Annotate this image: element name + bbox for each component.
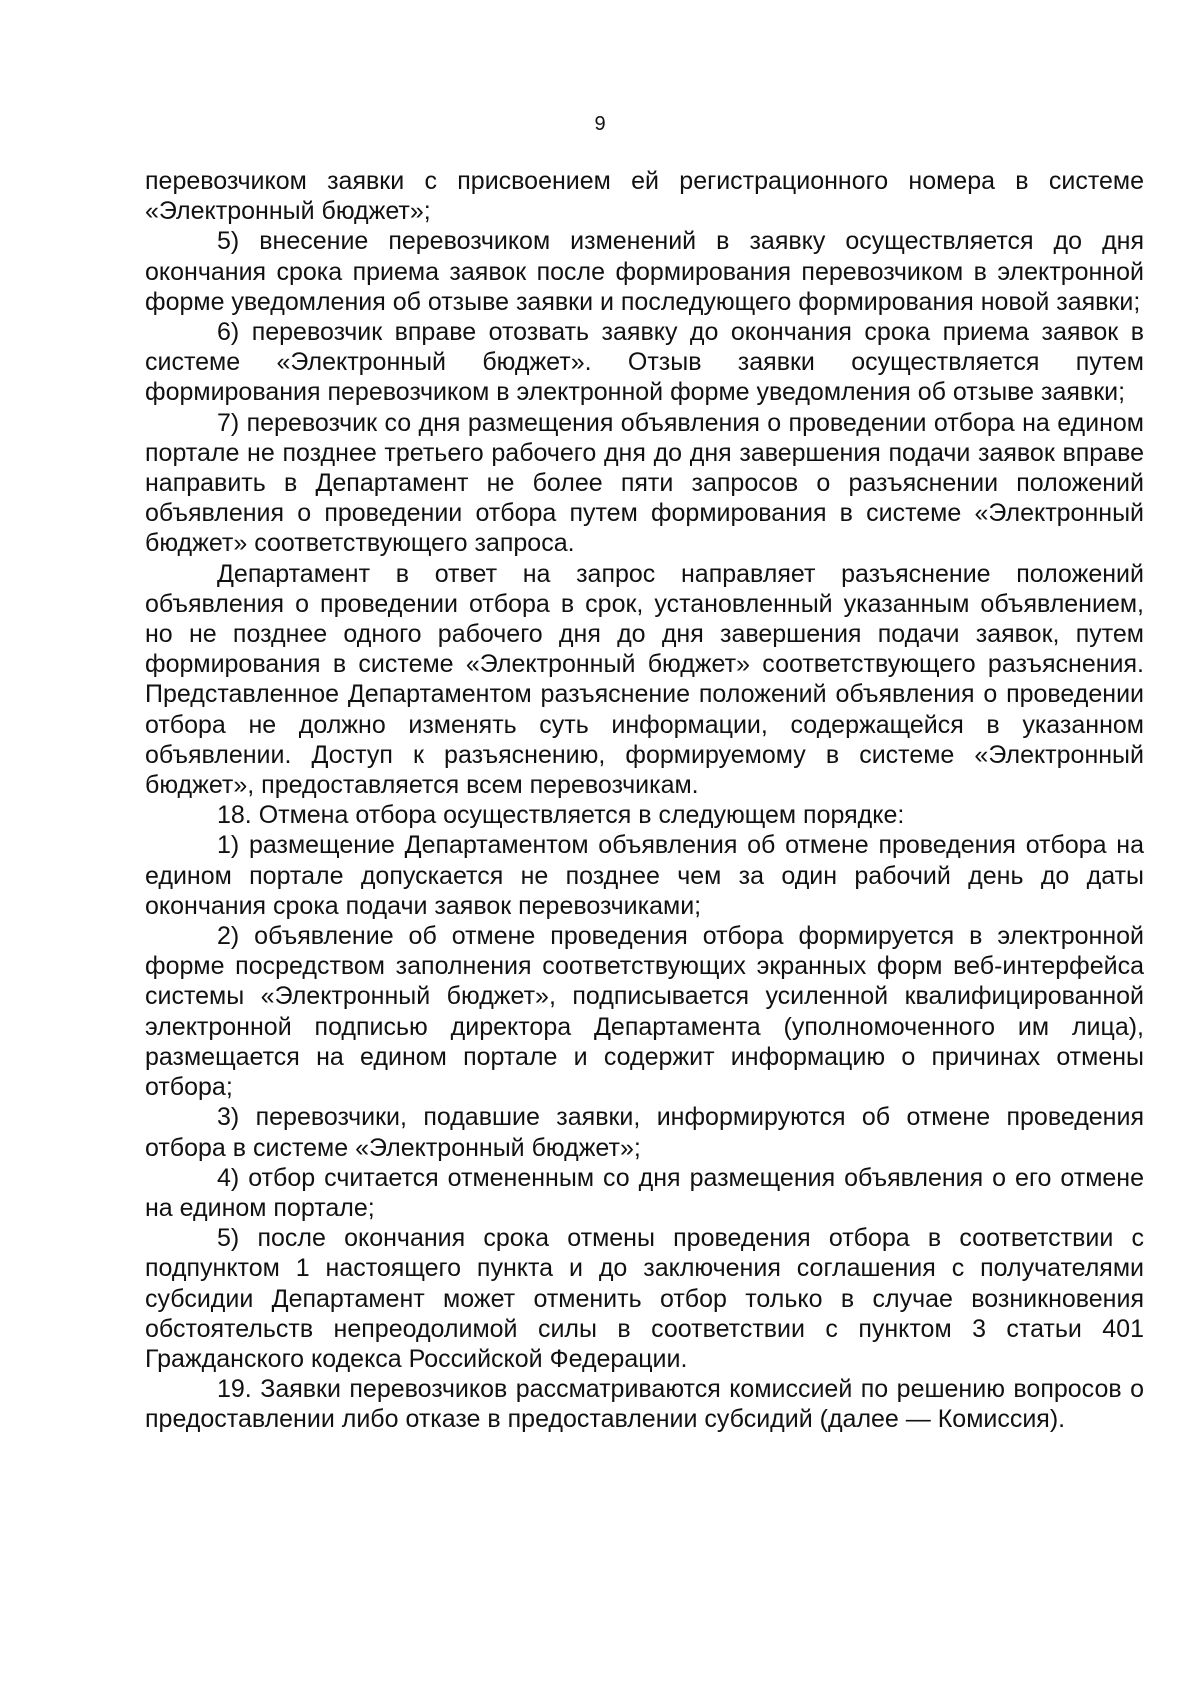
page-number: 9 <box>594 113 606 135</box>
paragraph-item-5-changes: 5) внесение перевозчиком изменений в заявку осуществляется до дня окончания срока приема заявок после формирования перевозчиком в электронной форме уведомления об отзыве заявки и последующего формирования новой заявки; <box>145 227 1144 316</box>
paragraph-department-response: Департамент в ответ на запрос направляет разъяснение положений объявления о проведении отбора в срок, установленный указанным объявлением, но не позднее одного рабочего дня до дня завершения подачи заявок, путем формирования в системе «Электронный бюджет» соответствующего разъяснения. Представленное Департаментом разъяснение положений объявления о проведении отбора не должно изменять суть информации, содержащейся в указанном объявлении. Доступ к разъяснению, формируемому в системе «Электронный бюджет», предоставляется всем перевозчикам. <box>145 559 1144 800</box>
paragraph-18-item-2: 2) объявление об отмене проведения отбора формируется в электронной форме посредством заполнения соответствующих экранных форм веб-интерфейса системы «Электронный бюджет», подписывается усиленной квалифицированной электронной подписью директора Департамента (уполномоченного им лица), размещается на едином портале и содержит информацию о причинах отмены отбора; <box>145 922 1144 1102</box>
document-body <box>145 166 1144 1435</box>
paragraph-item-6-withdrawal: 6) перевозчик вправе отозвать заявку до окончания срока приема заявок в системе «Электронный бюджет». Отзыв заявки осуществляется путем формирования перевозчиком в электронной форме уведомления об отзыве заявки; <box>145 318 1144 407</box>
paragraph-18-item-3: 3) перевозчики, подавшие заявки, информируются об отмене проведения отбора в системе «Электронный бюджет»; <box>145 1103 1144 1162</box>
paragraph-18-item-1: 1) размещение Департаментом объявления об отмене проведения отбора на едином портале допускается не позднее чем за один рабочий день до даты окончания срока подачи заявок перевозчиками; <box>145 831 1144 920</box>
paragraph-18-item-4: 4) отбор считается отмененным со дня размещения объявления о его отмене на едином портале; <box>145 1163 1144 1222</box>
paragraph-section-19: 19. Заявки перевозчиков рассматриваются комиссией по решению вопросов о предоставлении либо отказе в предоставлении субсидий (далее — Комиссия). <box>145 1375 1144 1434</box>
paragraph-continuation: перевозчиком заявки с присвоением ей регистрационного номера в системе «Электронный бюджет»; <box>145 167 1144 226</box>
paragraph-item-7-requests: 7) перевозчик со дня размещения объявления о проведении отбора на едином портале не позднее третьего рабочего дня до дня завершения подачи заявок вправе направить в Департамент не более пяти запросов о разъяснении положений объявления о проведении отбора путем формирования в системе «Электронный бюджет» соответствующего запроса. <box>145 408 1144 558</box>
paragraph-18-item-5: 5) после окончания срока отмены проведения отбора в соответствии с подпунктом 1 настоящего пункта и до заключения соглашения с получателями субсидии Департамент может отменить отбор только в случае возникновения обстоятельств непреодолимой силы в соответствии с пунктом 3 статьи 401 Гражданского кодекса Российской Федерации. <box>145 1224 1144 1373</box>
paragraph-section-18: 18. Отмена отбора осуществляется в следующем порядке: <box>217 801 905 830</box>
